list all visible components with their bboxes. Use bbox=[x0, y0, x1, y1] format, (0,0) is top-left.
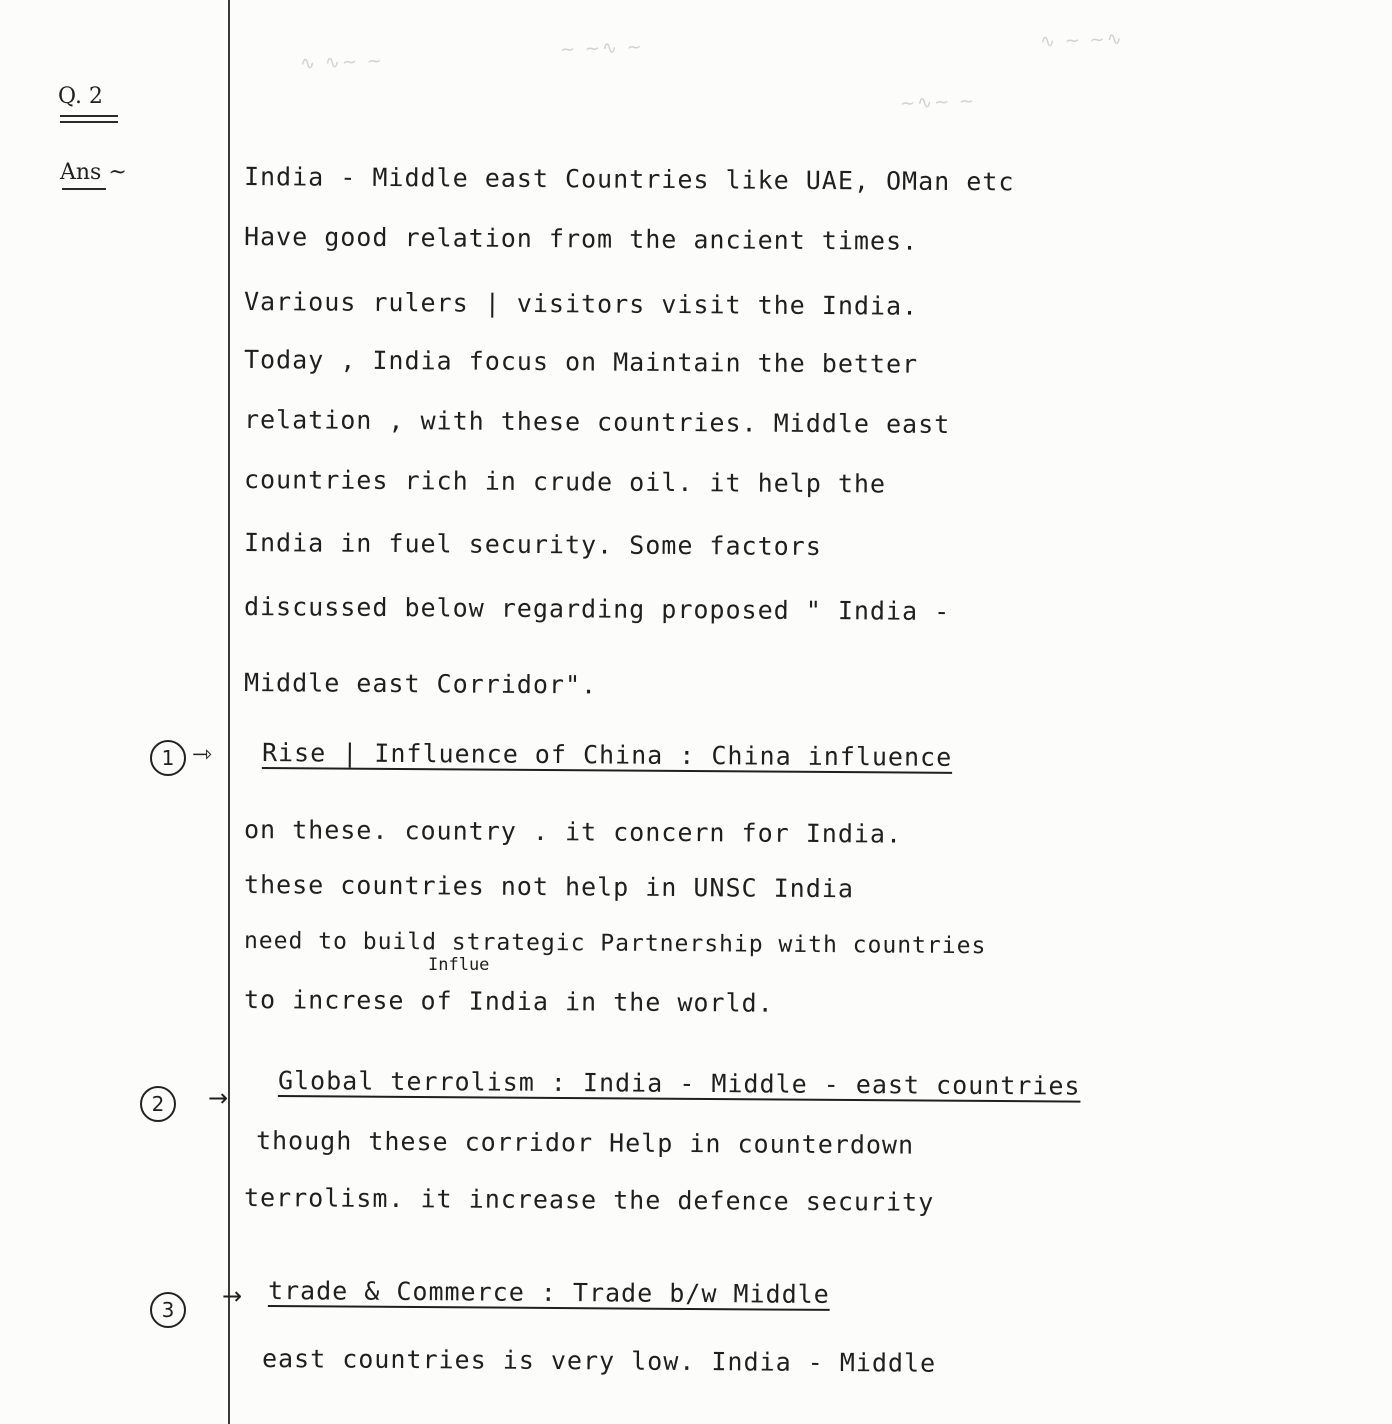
point-number-marker: 1 bbox=[150, 740, 186, 776]
answer-label: Ans ~ bbox=[60, 160, 127, 185]
arrow-icon: → bbox=[222, 1282, 243, 1310]
point-heading-line: Rise | Influence of China : China influence bbox=[261, 738, 953, 772]
paragraph-line: Various rulers | visitors visit the India. bbox=[243, 287, 919, 321]
arrow-icon: ⇾ bbox=[192, 740, 213, 768]
point-line: east countries is very low. India - Middle bbox=[261, 1344, 937, 1378]
paragraph-line: countries rich in crude oil. it help the bbox=[243, 465, 887, 499]
arrow-icon: → bbox=[208, 1084, 229, 1112]
question-underline bbox=[60, 121, 118, 123]
answer-underline bbox=[62, 188, 106, 190]
bleed-through-mark: ∿ ∿∼ ∼ bbox=[299, 50, 385, 75]
point-line: need to build strategic Partnership with countries bbox=[243, 928, 987, 960]
margin-line bbox=[228, 0, 230, 1424]
bleed-through-mark: ∼∿∼ ∼ bbox=[899, 90, 977, 115]
point-line: on these. country . it concern for India. bbox=[243, 815, 903, 849]
point-line: to increse of India in the world. bbox=[243, 985, 774, 1018]
paragraph-line: Today , India focus on Maintain the better bbox=[243, 345, 919, 379]
question-underline bbox=[60, 115, 118, 117]
point-line: terrolism. it increase the defence security bbox=[243, 1183, 935, 1217]
paragraph-line: Have good relation from the ancient times. bbox=[243, 222, 919, 256]
point-line: these countries not help in UNSC India bbox=[243, 870, 855, 904]
question-label: Q. 2 bbox=[58, 84, 103, 109]
point-number-marker: 3 bbox=[150, 1292, 186, 1328]
bleed-through-mark: ∿ ∼ ∼∿ bbox=[1039, 28, 1125, 53]
paragraph-line: India - Middle east Countries like UAE, OMan etc bbox=[243, 162, 1015, 197]
point-number-marker: 2 bbox=[140, 1086, 176, 1122]
paragraph-line: India in fuel security. Some factors bbox=[243, 528, 822, 562]
point-heading-line: trade & Commerce : Trade b/w Middle bbox=[267, 1276, 830, 1309]
point-line: though these corridor Help in counterdown bbox=[255, 1126, 915, 1160]
paragraph-line: Middle east Corridor". bbox=[243, 668, 598, 700]
point-heading-line: Global terrolism : India - Middle - east countries bbox=[277, 1066, 1081, 1101]
inserted-word: Influe bbox=[428, 955, 490, 975]
paragraph-line: relation , with these countries. Middle east bbox=[243, 405, 951, 439]
paragraph-line: discussed below regarding proposed " India - bbox=[243, 592, 951, 626]
bleed-through-mark: ∼ ∼∿ ∼ bbox=[559, 36, 645, 61]
